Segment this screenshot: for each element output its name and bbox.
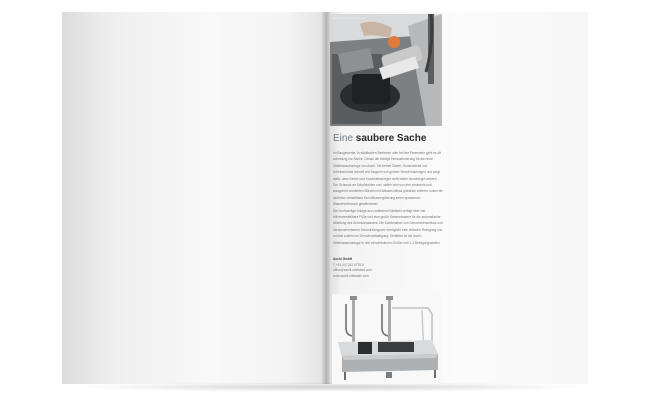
boot-washer-illustration xyxy=(332,294,442,384)
photo-illustration xyxy=(330,14,442,126)
article-body xyxy=(333,150,443,246)
paragraph: Die hochwertige Anlage aus rostfreiem Edelstahl verfügt über vier höhenverstellbare Füße und eine große Sammelwanne für die automatische Ableitung des Schmutzwassers. Die Kombination von Geruchsverschluss und herausnehmbarem Schmutzfangkorb ermöglicht eine einfache Reinigung und schützt zudem vor Geruchsbelästigung. Erhältlich ist die Aschl-Stiefelwaschanlage in drei verschiedenen Größen mit 1-3 Reinigungsstufen. xyxy=(333,208,443,245)
title-bold: saubere Sache xyxy=(355,133,427,144)
boot-washer-product-image xyxy=(332,294,442,384)
boot-brush-photo xyxy=(330,14,442,126)
article-title xyxy=(333,133,426,144)
page-spine xyxy=(322,12,330,384)
spread-shadow xyxy=(70,382,590,392)
company-email: office@aschl-edelstahl.com xyxy=(333,268,372,273)
left-page xyxy=(62,12,326,384)
company-contact xyxy=(333,257,443,279)
paragraph: Im Baugewerbe, in städtischen Betrieben oder bei der Feuerwehr geht es oft schmutzig zur Sache. Genau die richtige Herausforderung für die neue Stiefelwaschanlage von Aschl. Sie befreit Stiefel, Gummistiefel und Arbeitsschuhe schnell und bequem von groben Verschmutzungen und sorgt dafür, dass Keime und Krankheitserreger nicht weiter verschleppt werden. Der Schmutz an Schuhsohlen und -seiten wird von drei senkrecht und waagrecht montierten Bürsten mit Wasserzufluss gründlich entfernt, wobei die stufenlos verstellbare Durchflussregulierung einen sparsamen Wasserverbrauch gewährleistet. xyxy=(333,151,443,207)
company-name: Aschl GmbH xyxy=(333,257,353,261)
company-web: www.aschl-edelstahl.com xyxy=(333,273,369,278)
photo-caption: www.aschl-edelstahl.com xyxy=(333,16,367,20)
company-phone: T +43 (0)7242 8776-0 xyxy=(333,262,364,267)
title-light: Eine xyxy=(333,133,356,144)
